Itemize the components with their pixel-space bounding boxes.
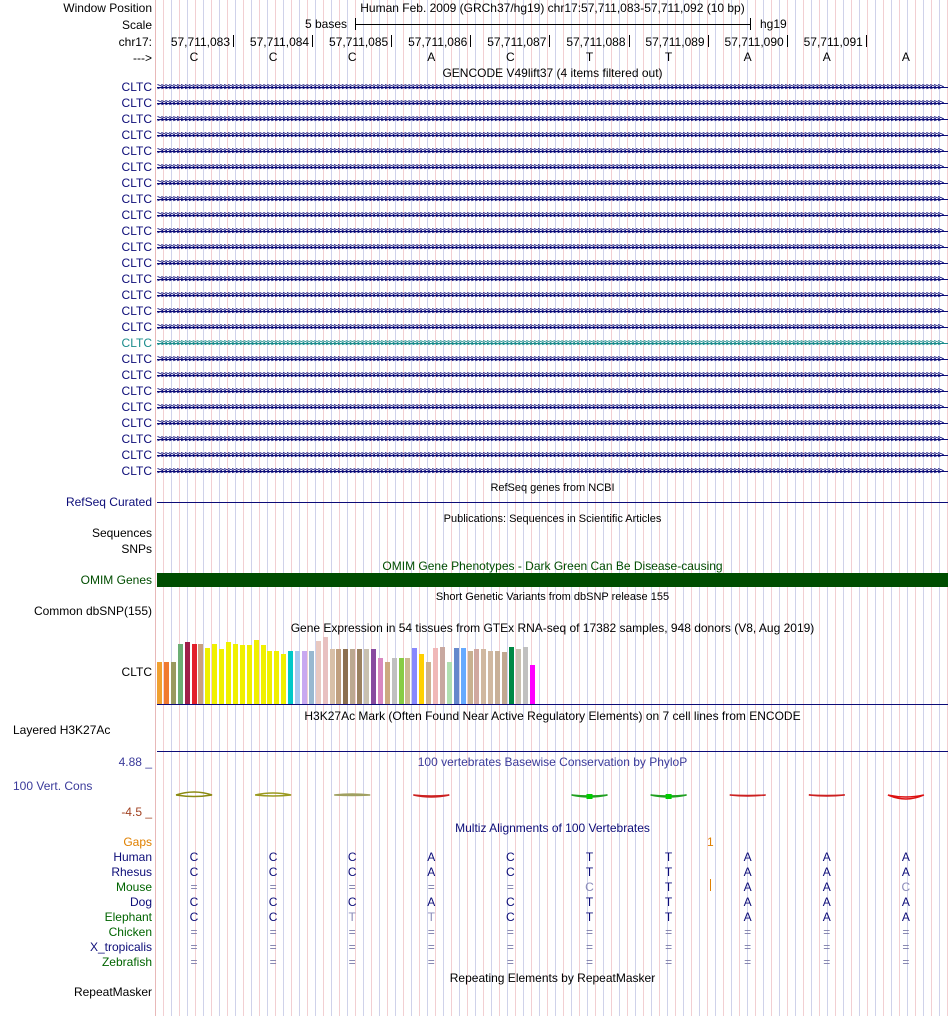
alignment-base: = [506, 925, 514, 939]
gap-marker: 1 [707, 835, 714, 849]
gtex-tissue-bar[interactable] [440, 647, 445, 704]
gencode-gene-label[interactable]: CLTC [121, 80, 152, 94]
gtex-tissue-bar[interactable] [343, 649, 348, 704]
omim-track-label[interactable]: OMIM Genes [80, 573, 152, 587]
gtex-tissue-bar[interactable] [523, 647, 528, 704]
strand-chevrons: >>>>>>>>>>>>>>>>>>>>>>>>>>>>>>>>>>>>>>>>>>>>>>>>>>>>>>>>>>>>>>>>>>>>>>>>>>>>>>>>>>>>>>>>>>>>>>>>>>>>>>>>>>>>>>>>>>>>>>>>>>>>>>>>>>>>>>>>>>>>>>>>>>>>>>>>>>>>>>>>>>>>>>>>>>>>>>>>>>>>>>>>>>>>>>>>>>>>>>>> [157, 432, 942, 445]
alignment-base: = [506, 940, 514, 954]
strand-chevrons: >>>>>>>>>>>>>>>>>>>>>>>>>>>>>>>>>>>>>>>>>>>>>>>>>>>>>>>>>>>>>>>>>>>>>>>>>>>>>>>>>>>>>>>>>>>>>>>>>>>>>>>>>>>>>>>>>>>>>>>>>>>>>>>>>>>>>>>>>>>>>>>>>>>>>>>>>>>>>>>>>>>>>>>>>>>>>>>>>>>>>>>>>>>>>>>>>>>>>>>> [157, 112, 942, 125]
alignment-base: C [506, 865, 515, 879]
reference-base: C [268, 50, 278, 64]
h3k27ac-track-label[interactable]: Layered H3K27Ac [13, 723, 111, 737]
gtex-tissue-bar[interactable] [392, 658, 397, 704]
alignment-base: A [901, 850, 910, 864]
gtex-tissue-bar[interactable] [378, 658, 383, 704]
coordinate-label: 57,711,086 [408, 35, 468, 49]
gtex-tissue-bar[interactable] [495, 651, 500, 704]
alignment-base: A [743, 865, 752, 879]
gtex-tissue-bar[interactable] [157, 662, 162, 704]
gtex-tissue-bar[interactable] [267, 651, 272, 704]
phylop-score-mark [334, 794, 370, 796]
species-label[interactable]: X_tropicalis [89, 940, 152, 954]
strand-chevrons: >>>>>>>>>>>>>>>>>>>>>>>>>>>>>>>>>>>>>>>>>>>>>>>>>>>>>>>>>>>>>>>>>>>>>>>>>>>>>>>>>>>>>>>>>>>>>>>>>>>>>>>>>>>>>>>>>>>>>>>>>>>>>>>>>>>>>>>>>>>>>>>>>>>>>>>>>>>>>>>>>>>>>>>>>>>>>>>>>>>>>>>>>>>>>>>>>>>>>>>> [157, 80, 942, 93]
strand-chevrons: >>>>>>>>>>>>>>>>>>>>>>>>>>>>>>>>>>>>>>>>>>>>>>>>>>>>>>>>>>>>>>>>>>>>>>>>>>>>>>>>>>>>>>>>>>>>>>>>>>>>>>>>>>>>>>>>>>>>>>>>>>>>>>>>>>>>>>>>>>>>>>>>>>>>>>>>>>>>>>>>>>>>>>>>>>>>>>>>>>>>>>>>>>>>>>>>>>>>>>>> [157, 192, 942, 205]
phylop-score-mark [809, 795, 845, 796]
alignment-base: = [348, 955, 356, 969]
alignment-base: = [823, 955, 831, 969]
alignment-base: C [506, 850, 515, 864]
gtex-tissue-bar[interactable] [454, 648, 459, 704]
gencode-gene-label[interactable]: CLTC [121, 432, 152, 446]
gencode-transcript[interactable] [157, 448, 948, 461]
strand-chevrons: >>>>>>>>>>>>>>>>>>>>>>>>>>>>>>>>>>>>>>>>>>>>>>>>>>>>>>>>>>>>>>>>>>>>>>>>>>>>>>>>>>>>>>>>>>>>>>>>>>>>>>>>>>>>>>>>>>>>>>>>>>>>>>>>>>>>>>>>>>>>>>>>>>>>>>>>>>>>>>>>>>>>>>>>>>>>>>>>>>>>>>>>>>>>>>>>>>>>>>>> [157, 304, 942, 317]
coordinate-tick [708, 35, 709, 47]
alignment-base: = [506, 955, 514, 969]
dbsnp-track-label[interactable]: Common dbSNP(155) [33, 604, 152, 618]
coordinate-label: 57,711,085 [329, 35, 389, 49]
gencode-transcript[interactable] [157, 272, 948, 285]
gtex-tissue-bar[interactable] [502, 652, 507, 704]
phylop-score-mark [255, 793, 291, 796]
omim-track-title[interactable]: OMIM Gene Phenotypes - Dark Green Can Be Disease-causing [382, 559, 723, 573]
phylop-max-label: 4.88 _ [118, 755, 152, 769]
gencode-gene-label[interactable]: CLTC [121, 160, 152, 174]
strand-chevrons: >>>>>>>>>>>>>>>>>>>>>>>>>>>>>>>>>>>>>>>>>>>>>>>>>>>>>>>>>>>>>>>>>>>>>>>>>>>>>>>>>>>>>>>>>>>>>>>>>>>>>>>>>>>>>>>>>>>>>>>>>>>>>>>>>>>>>>>>>>>>>>>>>>>>>>>>>>>>>>>>>>>>>>>>>>>>>>>>>>>>>>>>>>>>>>>>>>>>>>>> [157, 240, 942, 253]
gtex-tissue-bar[interactable] [530, 665, 535, 704]
gencode-gene-label[interactable]: CLTC [121, 224, 152, 238]
alignment-base: T [664, 880, 673, 894]
label-divider [155, 0, 156, 1016]
alignment-base: = [427, 880, 435, 894]
coordinate-label: 57,711,083 [170, 35, 230, 49]
scale-label: Scale [121, 18, 152, 32]
strand-chevrons: >>>>>>>>>>>>>>>>>>>>>>>>>>>>>>>>>>>>>>>>>>>>>>>>>>>>>>>>>>>>>>>>>>>>>>>>>>>>>>>>>>>>>>>>>>>>>>>>>>>>>>>>>>>>>>>>>>>>>>>>>>>>>>>>>>>>>>>>>>>>>>>>>>>>>>>>>>>>>>>>>>>>>>>>>>>>>>>>>>>>>>>>>>>>>>>>>>>>>>>> [157, 416, 942, 429]
strand-chevrons: >>>>>>>>>>>>>>>>>>>>>>>>>>>>>>>>>>>>>>>>>>>>>>>>>>>>>>>>>>>>>>>>>>>>>>>>>>>>>>>>>>>>>>>>>>>>>>>>>>>>>>>>>>>>>>>>>>>>>>>>>>>>>>>>>>>>>>>>>>>>>>>>>>>>>>>>>>>>>>>>>>>>>>>>>>>>>>>>>>>>>>>>>>>>>>>>>>>>>>>> [157, 96, 942, 109]
gtex-tissue-bar[interactable] [309, 651, 314, 704]
multiz-track-title[interactable]: Multiz Alignments of 100 Vertebrates [455, 821, 650, 835]
gencode-gene-label[interactable]: CLTC [121, 176, 152, 190]
strand-chevrons: >>>>>>>>>>>>>>>>>>>>>>>>>>>>>>>>>>>>>>>>>>>>>>>>>>>>>>>>>>>>>>>>>>>>>>>>>>>>>>>>>>>>>>>>>>>>>>>>>>>>>>>>>>>>>>>>>>>>>>>>>>>>>>>>>>>>>>>>>>>>>>>>>>>>>>>>>>>>>>>>>>>>>>>>>>>>>>>>>>>>>>>>>>>>>>>>>>>>>>>> [157, 384, 942, 397]
alignment-base: = [348, 925, 356, 939]
coordinate-tick [629, 35, 630, 47]
scale-text: 5 bases [305, 17, 348, 31]
reference-base: C [506, 50, 515, 64]
gencode-gene-label[interactable]: CLTC [121, 144, 152, 158]
alignment-base: = [348, 880, 356, 894]
phylop-track-title[interactable]: 100 vertebrates Basewise Conservation by PhyloP [417, 755, 688, 769]
reference-base: T [585, 50, 594, 64]
gencode-gene-label[interactable]: CLTC [121, 192, 152, 206]
strand-chevrons: >>>>>>>>>>>>>>>>>>>>>>>>>>>>>>>>>>>>>>>>>>>>>>>>>>>>>>>>>>>>>>>>>>>>>>>>>>>>>>>>>>>>>>>>>>>>>>>>>>>>>>>>>>>>>>>>>>>>>>>>>>>>>>>>>>>>>>>>>>>>>>>>>>>>>>>>>>>>>>>>>>>>>>>>>>>>>>>>>>>>>>>>>>>>>>>>>>>>>>>> [157, 336, 942, 349]
gencode-gene-label[interactable]: CLTC [121, 448, 152, 462]
sequences-label[interactable]: Sequences [91, 526, 152, 540]
mouse-insertion-mark [710, 879, 711, 891]
gencode-transcript[interactable] [157, 432, 948, 445]
reference-base: A [901, 50, 910, 64]
alignment-base: = [190, 940, 198, 954]
alignment-base: A [822, 865, 831, 879]
strand-chevrons: >>>>>>>>>>>>>>>>>>>>>>>>>>>>>>>>>>>>>>>>>>>>>>>>>>>>>>>>>>>>>>>>>>>>>>>>>>>>>>>>>>>>>>>>>>>>>>>>>>>>>>>>>>>>>>>>>>>>>>>>>>>>>>>>>>>>>>>>>>>>>>>>>>>>>>>>>>>>>>>>>>>>>>>>>>>>>>>>>>>>>>>>>>>>>>>>>>>>>>>> [157, 256, 942, 269]
gencode-transcript[interactable] [157, 352, 948, 365]
gtex-tissue-bar[interactable] [468, 651, 473, 704]
gtex-tissue-bar[interactable] [516, 649, 521, 704]
gencode-transcript[interactable] [157, 224, 948, 237]
gencode-transcript[interactable] [157, 336, 948, 349]
coordinate-label: 57,711,089 [645, 35, 705, 49]
phylop-score-mark [413, 795, 449, 797]
strand-chevrons: >>>>>>>>>>>>>>>>>>>>>>>>>>>>>>>>>>>>>>>>>>>>>>>>>>>>>>>>>>>>>>>>>>>>>>>>>>>>>>>>>>>>>>>>>>>>>>>>>>>>>>>>>>>>>>>>>>>>>>>>>>>>>>>>>>>>>>>>>>>>>>>>>>>>>>>>>>>>>>>>>>>>>>>>>>>>>>>>>>>>>>>>>>>>>>>>>>>>>>>> [157, 288, 942, 301]
gtex-tissue-bar[interactable] [357, 649, 362, 704]
phylop-score-mark [176, 792, 212, 797]
gtex-tissue-bar[interactable] [274, 651, 279, 704]
gencode-transcript[interactable] [157, 464, 948, 477]
gtex-baseline [157, 704, 948, 705]
gtex-tissue-bar[interactable] [405, 658, 410, 704]
alignment-base: C [347, 865, 357, 879]
alignment-base: = [190, 880, 198, 894]
gtex-track-title[interactable]: Gene Expression in 54 tissues from GTEx RNA-seq of 17382 samples, 948 donors (V8, Aug 2019) [290, 621, 815, 635]
alignment-base: C [347, 850, 357, 864]
gtex-tissue-bar[interactable] [412, 648, 417, 704]
phylop-min-label: -4.5 _ [121, 805, 152, 819]
alignment-base: T [585, 895, 594, 909]
gencode-transcript[interactable] [157, 128, 948, 141]
species-label[interactable]: Rhesus [111, 865, 152, 879]
gencode-gene-label[interactable]: CLTC [121, 352, 152, 366]
gtex-tissue-bar[interactable] [433, 648, 438, 704]
alignment-base: = [585, 955, 593, 969]
gencode-gene-label[interactable]: CLTC [121, 384, 152, 398]
phylop-score-dot [587, 794, 593, 799]
alignment-base: C [506, 895, 515, 909]
gtex-tissue-bar[interactable] [461, 648, 466, 704]
reference-base: T [664, 50, 673, 64]
gtex-tissue-bar[interactable] [474, 649, 479, 704]
scale-bar [355, 24, 751, 25]
alignment-base: C [189, 850, 199, 864]
gtex-tissue-bar[interactable] [233, 644, 238, 704]
h3k27ac-baseline [157, 751, 948, 752]
gtex-tissue-bar[interactable] [330, 649, 335, 704]
gencode-track-title[interactable]: GENCODE V49lift37 (4 items filtered out) [442, 66, 663, 80]
gencode-transcript[interactable] [157, 112, 948, 125]
gencode-gene-label[interactable]: CLTC [121, 400, 152, 414]
alignment-base: = [744, 955, 752, 969]
reference-base: A [743, 50, 752, 64]
coordinate-label: 57,711,088 [566, 35, 626, 49]
alignment-base: = [744, 925, 752, 939]
coordinate-label: 57,711,091 [803, 35, 863, 49]
gencode-transcript[interactable] [157, 192, 948, 205]
alignment-base: A [822, 850, 831, 864]
alignment-base: C [506, 910, 515, 924]
chrom-label: chr17: [118, 35, 152, 49]
gtex-tissue-bar[interactable] [302, 651, 307, 704]
assembly-label: hg19 [760, 17, 787, 31]
alignment-base: A [901, 895, 910, 909]
gtex-tissue-bar[interactable] [364, 649, 369, 704]
gtex-tissue-bar[interactable] [247, 645, 252, 704]
gencode-transcript[interactable] [157, 320, 948, 333]
coordinate-tick [549, 35, 550, 47]
species-label[interactable]: Dog [129, 895, 152, 909]
strand-label: ---> [133, 51, 152, 65]
gtex-tissue-bar[interactable] [198, 644, 203, 704]
alignment-base: C [268, 910, 278, 924]
alignment-base: = [269, 955, 277, 969]
gtex-tissue-bar[interactable] [219, 649, 224, 704]
alignment-base: T [664, 850, 673, 864]
gencode-transcript[interactable] [157, 384, 948, 397]
gtex-tissue-bar[interactable] [261, 645, 266, 704]
gaps-label: Gaps [123, 835, 152, 849]
gtex-gene-label[interactable]: CLTC [121, 665, 152, 679]
alignment-base: A [743, 895, 752, 909]
publications-track-title[interactable]: Publications: Sequences in Scientific Articles [443, 513, 662, 525]
snps-label[interactable]: SNPs [121, 542, 152, 556]
window-position-label: Window Position [63, 1, 152, 15]
alignment-base: = [348, 940, 356, 954]
gencode-gene-label[interactable]: CLTC [121, 368, 152, 382]
alignment-base: T [664, 895, 673, 909]
gtex-tissue-bar[interactable] [185, 642, 190, 704]
repeatmasker-track-label[interactable]: RepeatMasker [73, 985, 152, 999]
alignment-base: = [665, 940, 673, 954]
gtex-tissue-bar[interactable] [481, 649, 486, 704]
alignment-base: T [664, 910, 673, 924]
alignment-base: = [823, 925, 831, 939]
phylop-signal[interactable] [157, 775, 948, 815]
alignment-base: = [427, 955, 435, 969]
alignment-base: A [743, 910, 752, 924]
coordinate-tick [233, 35, 234, 47]
scale-bar-right-end [750, 18, 751, 30]
gtex-tissue-bar[interactable] [419, 654, 424, 704]
gencode-transcript[interactable] [157, 208, 948, 221]
coordinate-tick [866, 35, 867, 47]
reference-base: C [347, 50, 357, 64]
gencode-gene-label[interactable]: CLTC [121, 272, 152, 286]
alignment-base: = [744, 940, 752, 954]
species-label[interactable]: Mouse [115, 880, 152, 894]
gtex-tissue-bar[interactable] [488, 651, 493, 704]
alignment-base: T [427, 910, 435, 924]
gencode-transcript[interactable] [157, 256, 948, 269]
phylop-score-dot [666, 794, 672, 799]
alignment-base: = [190, 955, 198, 969]
alignment-base: A [822, 895, 831, 909]
gtex-tissue-bar[interactable] [226, 642, 231, 704]
alignment-base: T [585, 850, 594, 864]
gencode-gene-label[interactable]: CLTC [121, 240, 152, 254]
strand-chevrons: >>>>>>>>>>>>>>>>>>>>>>>>>>>>>>>>>>>>>>>>>>>>>>>>>>>>>>>>>>>>>>>>>>>>>>>>>>>>>>>>>>>>>>>>>>>>>>>>>>>>>>>>>>>>>>>>>>>>>>>>>>>>>>>>>>>>>>>>>>>>>>>>>>>>>>>>>>>>>>>>>>>>>>>>>>>>>>>>>>>>>>>>>>>>>>>>>>>>>>>> [157, 144, 942, 157]
gtex-tissue-bar[interactable] [288, 651, 293, 704]
gencode-transcript[interactable] [157, 160, 948, 173]
alignment-base: = [269, 880, 277, 894]
gtex-tissue-bar[interactable] [399, 658, 404, 704]
strand-chevrons: >>>>>>>>>>>>>>>>>>>>>>>>>>>>>>>>>>>>>>>>>>>>>>>>>>>>>>>>>>>>>>>>>>>>>>>>>>>>>>>>>>>>>>>>>>>>>>>>>>>>>>>>>>>>>>>>>>>>>>>>>>>>>>>>>>>>>>>>>>>>>>>>>>>>>>>>>>>>>>>>>>>>>>>>>>>>>>>>>>>>>>>>>>>>>>>>>>>>>>>> [157, 400, 942, 413]
alignment-base: C [268, 895, 278, 909]
gtex-tissue-bar[interactable] [350, 649, 355, 704]
repeatmasker-track-title[interactable]: Repeating Elements by RepeatMasker [449, 971, 656, 985]
alignment-base: A [822, 910, 831, 924]
gencode-gene-label[interactable]: CLTC [121, 256, 152, 270]
coordinate-tick [470, 35, 471, 47]
gencode-gene-label[interactable]: CLTC [121, 304, 152, 318]
alignment-base: A [427, 850, 436, 864]
gencode-transcript[interactable] [157, 96, 948, 109]
scale-bar-left-end [355, 18, 356, 30]
gtex-tissue-bar[interactable] [281, 654, 286, 704]
strand-chevrons: >>>>>>>>>>>>>>>>>>>>>>>>>>>>>>>>>>>>>>>>>>>>>>>>>>>>>>>>>>>>>>>>>>>>>>>>>>>>>>>>>>>>>>>>>>>>>>>>>>>>>>>>>>>>>>>>>>>>>>>>>>>>>>>>>>>>>>>>>>>>>>>>>>>>>>>>>>>>>>>>>>>>>>>>>>>>>>>>>>>>>>>>>>>>>>>>>>>>>>>> [157, 368, 942, 381]
alignment-base: = [427, 925, 435, 939]
alignment-base: C [901, 880, 911, 894]
alignment-base: = [902, 925, 910, 939]
strand-chevrons: >>>>>>>>>>>>>>>>>>>>>>>>>>>>>>>>>>>>>>>>>>>>>>>>>>>>>>>>>>>>>>>>>>>>>>>>>>>>>>>>>>>>>>>>>>>>>>>>>>>>>>>>>>>>>>>>>>>>>>>>>>>>>>>>>>>>>>>>>>>>>>>>>>>>>>>>>>>>>>>>>>>>>>>>>>>>>>>>>>>>>>>>>>>>>>>>>>>>>>>> [157, 352, 942, 365]
strand-chevrons: >>>>>>>>>>>>>>>>>>>>>>>>>>>>>>>>>>>>>>>>>>>>>>>>>>>>>>>>>>>>>>>>>>>>>>>>>>>>>>>>>>>>>>>>>>>>>>>>>>>>>>>>>>>>>>>>>>>>>>>>>>>>>>>>>>>>>>>>>>>>>>>>>>>>>>>>>>>>>>>>>>>>>>>>>>>>>>>>>>>>>>>>>>>>>>>>>>>>>>>> [157, 464, 942, 477]
gencode-transcript[interactable] [157, 288, 948, 301]
gtex-tissue-bar[interactable] [254, 640, 259, 704]
alignment-base: = [585, 940, 593, 954]
alignment-base: = [902, 940, 910, 954]
reference-base: A [822, 50, 831, 64]
coordinate-label: 57,711,084 [249, 35, 310, 49]
gencode-gene-label[interactable]: CLTC [121, 288, 152, 302]
gtex-tissue-bar[interactable] [316, 641, 321, 704]
reference-base: C [189, 50, 199, 64]
phylop-score-mark [730, 795, 766, 796]
alignment-base: = [665, 955, 673, 969]
alignment-base: = [665, 925, 673, 939]
alignment-base: A [901, 865, 910, 879]
gtex-tissue-bar[interactable] [240, 645, 245, 704]
coordinate-tick [391, 35, 392, 47]
alignment-base: T [348, 910, 356, 924]
strand-chevrons: >>>>>>>>>>>>>>>>>>>>>>>>>>>>>>>>>>>>>>>>>>>>>>>>>>>>>>>>>>>>>>>>>>>>>>>>>>>>>>>>>>>>>>>>>>>>>>>>>>>>>>>>>>>>>>>>>>>>>>>>>>>>>>>>>>>>>>>>>>>>>>>>>>>>>>>>>>>>>>>>>>>>>>>>>>>>>>>>>>>>>>>>>>>>>>>>>>>>>>>> [157, 176, 942, 189]
gtex-tissue-bar[interactable] [509, 647, 514, 704]
species-label[interactable]: Chicken [108, 925, 152, 939]
species-label[interactable]: Elephant [104, 910, 152, 924]
alignment-base: A [822, 880, 831, 894]
gtex-tissue-bar[interactable] [371, 649, 376, 704]
alignment-base: = [902, 955, 910, 969]
gtex-tissue-bar[interactable] [447, 662, 452, 704]
alignment-base: = [190, 925, 198, 939]
gencode-gene-label[interactable]: CLTC [121, 112, 152, 126]
dbsnp-track-title[interactable]: Short Genetic Variants from dbSNP release 155 [435, 591, 670, 603]
gtex-tissue-bar[interactable] [212, 644, 217, 704]
gencode-gene-label[interactable]: CLTC [121, 208, 152, 222]
alignment-base: = [269, 940, 277, 954]
gtex-tissue-bar[interactable] [426, 662, 431, 704]
coordinate-label: 57,711,090 [724, 35, 784, 49]
refseq-track-title[interactable]: RefSeq genes from NCBI [490, 482, 615, 494]
alignment-base: C [268, 865, 278, 879]
strand-chevrons: >>>>>>>>>>>>>>>>>>>>>>>>>>>>>>>>>>>>>>>>>>>>>>>>>>>>>>>>>>>>>>>>>>>>>>>>>>>>>>>>>>>>>>>>>>>>>>>>>>>>>>>>>>>>>>>>>>>>>>>>>>>>>>>>>>>>>>>>>>>>>>>>>>>>>>>>>>>>>>>>>>>>>>>>>>>>>>>>>>>>>>>>>>>>>>>>>>>>>>>> [157, 272, 942, 285]
gencode-transcript[interactable] [157, 176, 948, 189]
alignment-base: A [427, 895, 436, 909]
coordinate-tick [312, 35, 313, 47]
gencode-gene-label[interactable]: CLTC [121, 336, 152, 350]
gencode-transcript[interactable] [157, 400, 948, 413]
alignment-base: T [664, 865, 673, 879]
gencode-gene-label[interactable]: CLTC [121, 416, 152, 430]
alignment-base: = [269, 925, 277, 939]
alignment-base: C [189, 895, 199, 909]
gencode-transcript[interactable] [157, 304, 948, 317]
strand-chevrons: >>>>>>>>>>>>>>>>>>>>>>>>>>>>>>>>>>>>>>>>>>>>>>>>>>>>>>>>>>>>>>>>>>>>>>>>>>>>>>>>>>>>>>>>>>>>>>>>>>>>>>>>>>>>>>>>>>>>>>>>>>>>>>>>>>>>>>>>>>>>>>>>>>>>>>>>>>>>>>>>>>>>>>>>>>>>>>>>>>>>>>>>>>>>>>>>>>>>>>>> [157, 160, 942, 173]
alignment-base: = [823, 940, 831, 954]
gencode-transcript[interactable] [157, 416, 948, 429]
gtex-tissue-bar[interactable] [336, 649, 341, 704]
refseq-track-label[interactable]: RefSeq Curated [65, 495, 152, 509]
gencode-gene-label[interactable]: CLTC [121, 96, 152, 110]
alignment-base: = [506, 880, 514, 894]
gtex-tissue-bar[interactable] [164, 662, 169, 704]
strand-chevrons: >>>>>>>>>>>>>>>>>>>>>>>>>>>>>>>>>>>>>>>>>>>>>>>>>>>>>>>>>>>>>>>>>>>>>>>>>>>>>>>>>>>>>>>>>>>>>>>>>>>>>>>>>>>>>>>>>>>>>>>>>>>>>>>>>>>>>>>>>>>>>>>>>>>>>>>>>>>>>>>>>>>>>>>>>>>>>>>>>>>>>>>>>>>>>>>>>>>>>>>> [157, 224, 942, 237]
coordinate-label: 57,711,087 [487, 35, 547, 49]
species-label[interactable]: Human [113, 850, 152, 864]
gencode-transcript[interactable] [157, 80, 948, 93]
phylop-score-mark [888, 795, 924, 799]
gtex-tissue-bar[interactable] [205, 648, 210, 704]
strand-chevrons: >>>>>>>>>>>>>>>>>>>>>>>>>>>>>>>>>>>>>>>>>>>>>>>>>>>>>>>>>>>>>>>>>>>>>>>>>>>>>>>>>>>>>>>>>>>>>>>>>>>>>>>>>>>>>>>>>>>>>>>>>>>>>>>>>>>>>>>>>>>>>>>>>>>>>>>>>>>>>>>>>>>>>>>>>>>>>>>>>>>>>>>>>>>>>>>>>>>>>>>> [157, 320, 942, 333]
gtex-tissue-bar[interactable] [178, 644, 183, 704]
refseq-gene-line[interactable] [157, 502, 948, 503]
alignment-base: A [427, 865, 436, 879]
gencode-transcript[interactable] [157, 240, 948, 253]
alignment-base: T [585, 910, 594, 924]
phylop-track-label[interactable]: 100 Vert. Cons [13, 779, 93, 793]
h3k27ac-track-title[interactable]: H3K27Ac Mark (Often Found Near Active Regulatory Elements) on 7 cell lines from ENCODE [304, 709, 801, 723]
gtex-tissue-bar[interactable] [385, 662, 390, 704]
gencode-transcript[interactable] [157, 144, 948, 157]
alignment-base: T [585, 865, 594, 879]
alignment-base: C [189, 865, 199, 879]
strand-chevrons: >>>>>>>>>>>>>>>>>>>>>>>>>>>>>>>>>>>>>>>>>>>>>>>>>>>>>>>>>>>>>>>>>>>>>>>>>>>>>>>>>>>>>>>>>>>>>>>>>>>>>>>>>>>>>>>>>>>>>>>>>>>>>>>>>>>>>>>>>>>>>>>>>>>>>>>>>>>>>>>>>>>>>>>>>>>>>>>>>>>>>>>>>>>>>>>>>>>>>>>> [157, 128, 942, 141]
alignment-base: = [585, 925, 593, 939]
omim-gene-bar[interactable] [157, 573, 948, 587]
coordinate-tick [787, 35, 788, 47]
gtex-tissue-bar[interactable] [192, 644, 197, 704]
strand-chevrons: >>>>>>>>>>>>>>>>>>>>>>>>>>>>>>>>>>>>>>>>>>>>>>>>>>>>>>>>>>>>>>>>>>>>>>>>>>>>>>>>>>>>>>>>>>>>>>>>>>>>>>>>>>>>>>>>>>>>>>>>>>>>>>>>>>>>>>>>>>>>>>>>>>>>>>>>>>>>>>>>>>>>>>>>>>>>>>>>>>>>>>>>>>>>>>>>>>>>>>>> [157, 448, 942, 461]
gtex-expression-bars[interactable] [157, 634, 537, 704]
alignment-base: A [743, 880, 752, 894]
gencode-gene-label[interactable]: CLTC [121, 464, 152, 478]
alignment-base: C [585, 880, 594, 894]
gencode-gene-label[interactable]: CLTC [121, 128, 152, 142]
gencode-gene-label[interactable]: CLTC [121, 320, 152, 334]
alignment-base: A [743, 850, 752, 864]
alignment-base: C [268, 850, 278, 864]
gencode-transcript[interactable] [157, 368, 948, 381]
alignment-base: C [189, 910, 199, 924]
reference-base: A [427, 50, 436, 64]
alignment-base: = [427, 940, 435, 954]
species-label[interactable]: Zebrafish [101, 955, 152, 969]
gtex-tissue-bar[interactable] [171, 662, 176, 704]
window-position-value[interactable]: Human Feb. 2009 (GRCh37/hg19) chr17:57,711,083-57,711,092 (10 bp) [360, 1, 745, 15]
alignment-base: A [901, 910, 910, 924]
gtex-tissue-bar[interactable] [323, 637, 328, 704]
gtex-tissue-bar[interactable] [295, 651, 300, 704]
alignment-base: C [347, 895, 357, 909]
strand-chevrons: >>>>>>>>>>>>>>>>>>>>>>>>>>>>>>>>>>>>>>>>>>>>>>>>>>>>>>>>>>>>>>>>>>>>>>>>>>>>>>>>>>>>>>>>>>>>>>>>>>>>>>>>>>>>>>>>>>>>>>>>>>>>>>>>>>>>>>>>>>>>>>>>>>>>>>>>>>>>>>>>>>>>>>>>>>>>>>>>>>>>>>>>>>>>>>>>>>>>>>>> [157, 208, 942, 221]
